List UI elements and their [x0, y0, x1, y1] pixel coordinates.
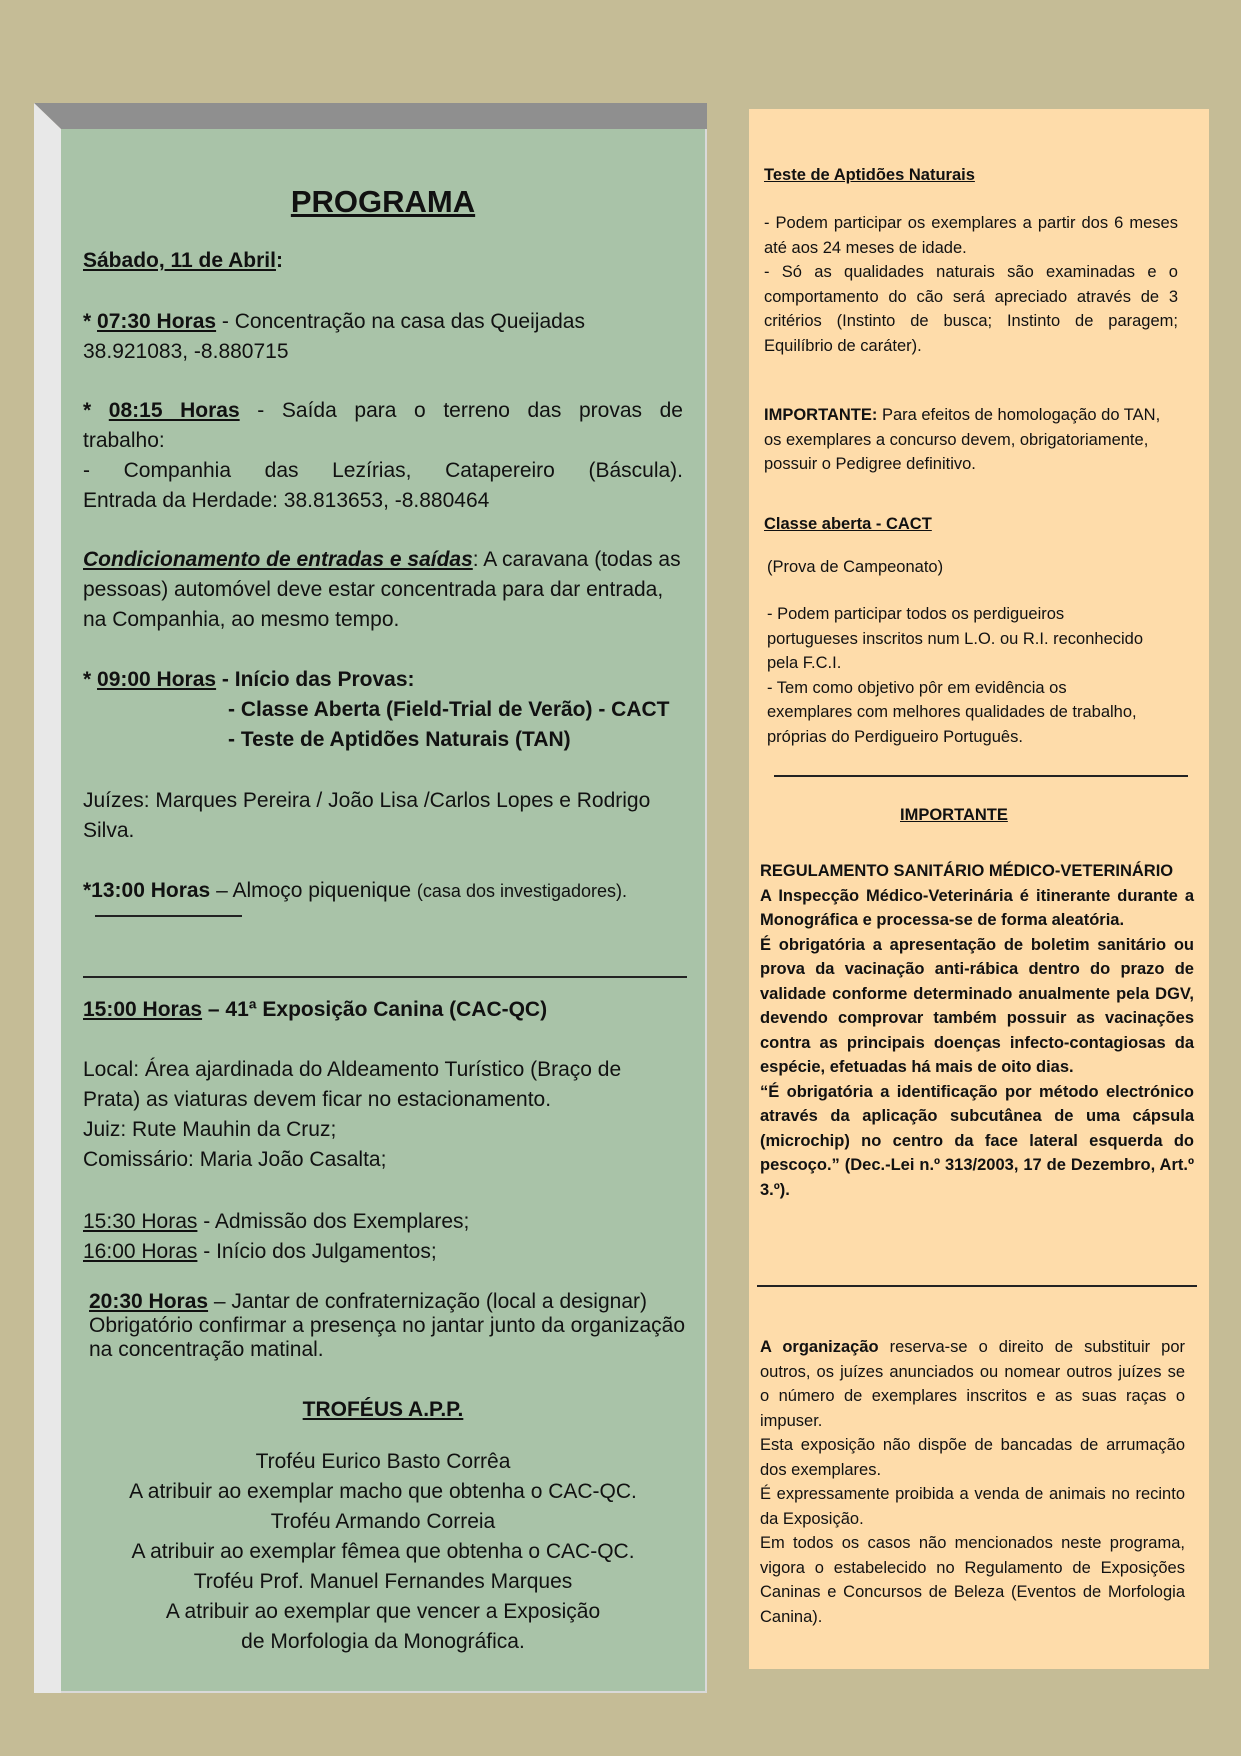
- text-0900: - Início das Provas:: [216, 668, 415, 691]
- cact-subtitle: (Prova de Campeonato): [767, 558, 944, 576]
- schedule-1300: [83, 876, 683, 906]
- right-divider-2: [757, 1285, 1197, 1287]
- bullet: *: [83, 668, 98, 691]
- text-1500: – 41ª Exposição Canina (CAC-QC): [202, 998, 548, 1021]
- text-0815: - Saída para o terreno das provas de: [239, 399, 683, 422]
- event-tan: - Teste de Aptidões Naturais (TAN): [228, 728, 571, 751]
- organization-p2: Esta exposição não dispõe de bancadas de arrumação dos exemplares.: [760, 1436, 1185, 1479]
- exhibition-commissioner: Comissário: Maria João Casalta;: [83, 1148, 387, 1171]
- program-title: PROGRAMA: [290, 184, 476, 219]
- regulation-title: REGULAMENTO SANITÁRIO MÉDICO-VETERINÁRIO: [760, 862, 1174, 880]
- important-title: IMPORTANTE: [900, 806, 1008, 824]
- trophies-title: TROFÉUS A.P.P.: [302, 1398, 464, 1421]
- conditioning-text: : A caravana (todas as pessoas) automóvel deve estar concentrada para dar entrada, na Companhia, ao mesmo tempo.: [83, 548, 681, 631]
- text-2030: – Jantar de confraternização (local a designar): [208, 1290, 647, 1313]
- coords-0730: 38.921083, -8.880715: [83, 340, 289, 363]
- panel-bevel-left: [34, 103, 61, 1693]
- schedule-0900: [83, 665, 683, 755]
- cact-title: Classe aberta - CACT: [764, 515, 932, 533]
- trophy-3: Troféu Prof. Manuel Fernandes Marques: [193, 1570, 573, 1593]
- important-text: Para efeitos de homologação do TAN, os exemplares a concurso devem, obrigatoriamente, possuir o Pedigree definitivo.: [764, 406, 1161, 473]
- text-1530: - Admissão dos Exemplares;: [197, 1210, 470, 1233]
- cact-rule-2: - Tem como objetivo pôr em evidência os exemplares com melhores qualidades de trabalho, próprias do Perdigueiro Português.: [767, 678, 1137, 746]
- text-1600: - Início dos Julgamentos;: [197, 1240, 437, 1263]
- note-2030: Obrigatório confirmar a presença no jantar junto da organização na concentração matinal.: [89, 1314, 685, 1361]
- trophies-list: [83, 1447, 683, 1657]
- time-0815: 08:15 Horas: [108, 399, 240, 422]
- trophy-1-desc: A atribuir ao exemplar macho que obtenha o CAC-QC.: [129, 1480, 637, 1503]
- text-0730: - Concentração na casa das Queijadas: [216, 310, 585, 333]
- tan-title: Teste de Aptidões Naturais: [764, 166, 975, 184]
- right-divider-1: [774, 775, 1188, 777]
- date-line: [83, 246, 683, 276]
- panel-bevel-top: [34, 103, 707, 129]
- time-0730: 07:30 Horas: [97, 310, 217, 333]
- time-1300: *13:00 Horas: [83, 879, 211, 902]
- bullet: *: [83, 310, 98, 333]
- tan-rule-1: - Podem participar os exemplares a partir dos 6 meses até aos 24 meses de idade.: [764, 214, 1178, 257]
- tan-important: [764, 403, 1178, 477]
- regulation-p3: “É obrigatória a identificação por método electrónico através da aplicação subcutânea de uma cápsula (microchip) no centro da face lateral esquerda do pescoço.” (Dec.-Lei n.º 313/2003, 17 de Dezembro, Art.º 3.º).: [760, 1082, 1194, 1199]
- trophy-2: Troféu Armando Correia: [270, 1510, 496, 1533]
- place-0815: - Companhia das Lezírias, Catapereiro (Báscula).: [83, 459, 683, 482]
- section-divider: [83, 976, 687, 978]
- dash-1300: –: [210, 879, 233, 902]
- time-1530: 15:30 Horas: [83, 1210, 198, 1233]
- cact-rule-1: - Podem participar todos os perdigueiros portugueses inscritos num L.O. ou R.I. reconhecido pela F.C.I.: [767, 605, 1144, 672]
- schedule-1500: [83, 995, 683, 1025]
- tan-rules: [764, 211, 1178, 358]
- text-0815-cont: trabalho:: [83, 429, 165, 452]
- exhibition-judge: Juiz: Rute Mauhin da Cruz;: [83, 1118, 337, 1141]
- schedule-0815: [83, 396, 683, 516]
- short-divider: [95, 915, 242, 917]
- exhibition-details: [83, 1055, 683, 1175]
- regulation-p2: É obrigatória a apresentação de boletim sanitário ou prova da vacinação anti-rábica dentro do prazo de validade conforme determinado anualmente pela DGV, devendo comprovar também possuir as vacinações contra as principais doenças infecto-contagiosas da espécie, efetuadas há mais de oito dias.: [760, 935, 1194, 1076]
- organization-label: A organização: [760, 1338, 879, 1356]
- schedule-2030: [89, 1290, 685, 1362]
- regulation-p1: A Inspecção Médico-Veterinária é itinerante durante a Monográfica e processa-se de forma aleatória.: [760, 886, 1194, 929]
- organization-text: reserva-se o direito de substituir por outros, os juízes anunciados ou nomear outros juízes se o número de exemplares inscritos e as suas raças o impuser.: [760, 1338, 1185, 1430]
- event-open-class: - Classe Aberta (Field-Trial de Verão) - CACT: [228, 698, 670, 721]
- time-2030: 20:30 Horas: [89, 1290, 209, 1313]
- exhibition-location: Local: Área ajardinada do Aldeamento Turístico (Braço de Prata) as viaturas devem ficar no estacionamento.: [83, 1058, 622, 1111]
- date-label: Sábado, 11 de Abril: [83, 249, 276, 272]
- text-1300: Almoço piquenique: [232, 879, 417, 902]
- text-1300-small: (casa dos investigadores).: [416, 881, 628, 901]
- judges: Juízes: Marques Pereira / João Lisa /Carlos Lopes e Rodrigo Silva.: [83, 789, 651, 842]
- time-0900: 09:00 Horas: [97, 668, 217, 691]
- important-label: IMPORTANTE:: [764, 406, 878, 424]
- organization-p3: É expressamente proibida a venda de animais no recinto da Exposição.: [760, 1485, 1185, 1528]
- trophy-3-desc: A atribuir ao exemplar que vencer a Exposição de Morfologia da Monográfica.: [165, 1600, 601, 1653]
- trophy-1: Troféu Eurico Basto Corrêa: [255, 1450, 511, 1473]
- tan-rule-2: - Só as qualidades naturais são examinadas e o comportamento do cão será apreciado através de 3 critérios (Instinto de busca; Instinto de paragem; Equilíbrio de caráter).: [764, 263, 1178, 355]
- time-1600: 16:00 Horas: [83, 1240, 198, 1263]
- schedule-0730: [83, 307, 683, 367]
- organization-notes: [760, 1335, 1185, 1629]
- bullet: *: [83, 399, 109, 422]
- organization-p4: Em todos os casos não mencionados neste programa, vigora o estabelecido no Regulamento de Exposições Caninas e Concursos de Beleza (Eventos de Morfologia Canina).: [760, 1534, 1185, 1626]
- conditioning-label: Condicionamento de entradas e saídas: [83, 548, 473, 571]
- conditioning-note: [83, 545, 683, 635]
- date-colon: :: [275, 249, 283, 272]
- exhibition-schedule: [83, 1207, 683, 1267]
- trophy-2-desc: A atribuir ao exemplar fêmea que obtenha o CAC-QC.: [131, 1540, 635, 1563]
- time-1500: 15:00 Horas: [83, 998, 203, 1021]
- health-regulation: [760, 859, 1194, 1202]
- cact-rules: [767, 602, 1147, 749]
- entry-0815: Entrada da Herdade: 38.813653, -8.880464: [83, 489, 490, 512]
